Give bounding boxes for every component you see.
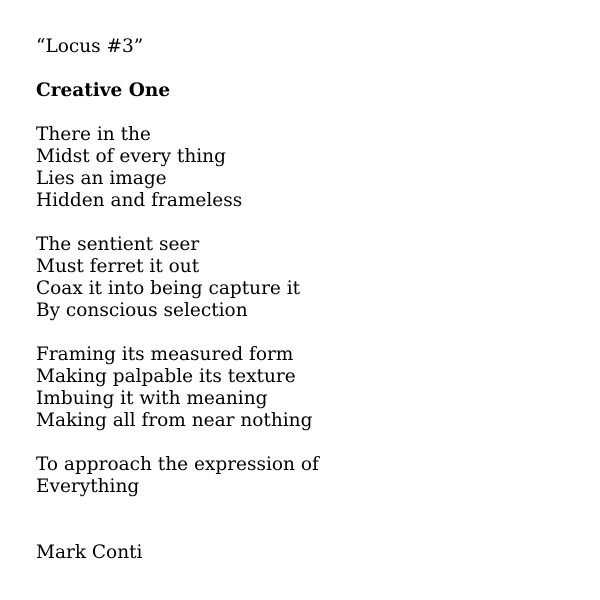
blank-line — [36, 432, 576, 454]
blank-line — [36, 58, 576, 80]
poem-line: Lies an image — [36, 168, 167, 189]
stanza-1 — [36, 124, 576, 212]
poem — [36, 36, 576, 564]
poem-line: There in the — [36, 124, 151, 145]
poem-line: Making all from near nothing — [36, 410, 313, 431]
blank-space — [36, 498, 576, 542]
poem-line: To approach the expression of — [36, 454, 319, 475]
poem-line: Framing its measured form — [36, 344, 294, 365]
poem-title: “Locus #3” — [36, 36, 144, 57]
blank-line — [36, 212, 576, 234]
poem-line: The sentient seer — [36, 234, 200, 255]
poem-line: Everything — [36, 476, 140, 497]
poem-subtitle: Creative One — [36, 80, 171, 101]
poem-line: Imbuing it with meaning — [36, 388, 268, 409]
poem-line: By conscious selection — [36, 300, 248, 321]
blank-line — [36, 102, 576, 124]
blank-line — [36, 322, 576, 344]
stanza-4 — [36, 454, 576, 498]
author-name: Mark Conti — [36, 542, 143, 563]
poem-line: Making palpable its texture — [36, 366, 296, 387]
poem-line: Must ferret it out — [36, 256, 200, 277]
stanza-3 — [36, 344, 576, 432]
poem-line: Midst of every thing — [36, 146, 226, 167]
poem-line: Coax it into being capture it — [36, 278, 301, 299]
stanza-2 — [36, 234, 576, 322]
poem-line: Hidden and frameless — [36, 190, 243, 211]
